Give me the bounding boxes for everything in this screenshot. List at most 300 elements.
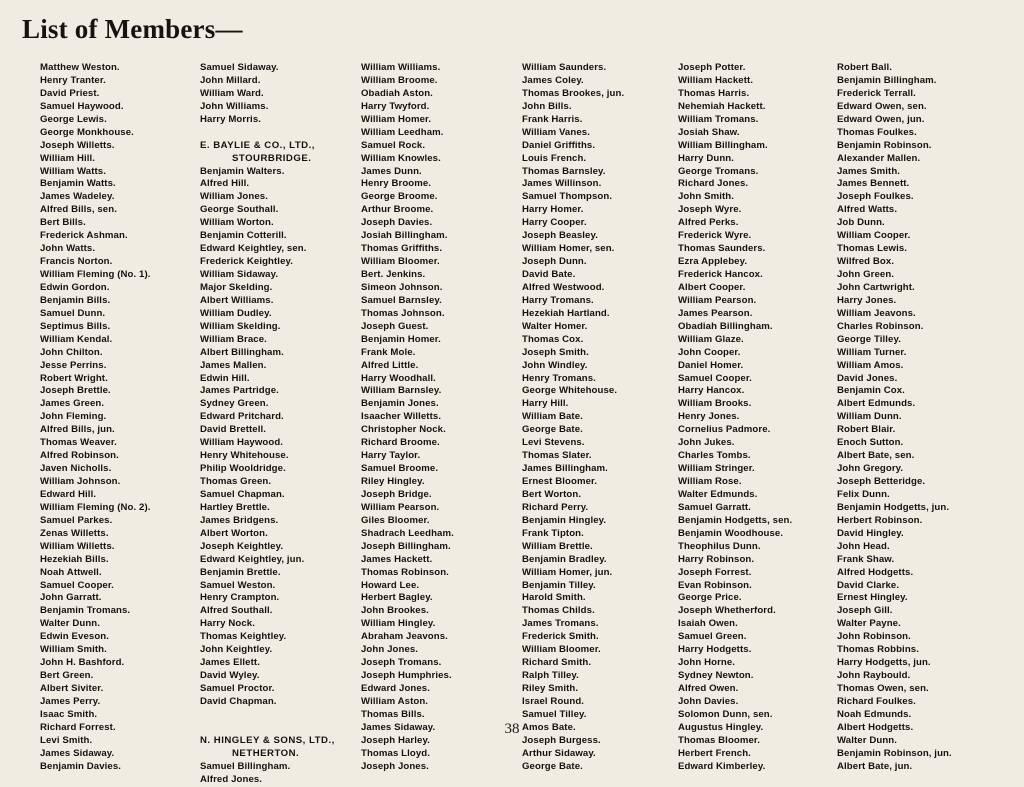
- member-name: Sydney Newton.: [678, 670, 754, 682]
- member-name: Thomas Bills.: [361, 708, 425, 720]
- member-name: Samuel Tilley.: [522, 708, 587, 720]
- member-name: John Jukes.: [678, 437, 735, 449]
- member-name: Hezekiah Bills.: [40, 553, 109, 565]
- member-name: Daniel Griffiths.: [522, 139, 596, 151]
- member-name: Albert Bate, sen.: [837, 450, 915, 462]
- member-name: Richard Broome.: [361, 437, 440, 449]
- member-name: Thomas Griffiths.: [361, 243, 443, 255]
- member-name: Obadiah Aston.: [361, 87, 433, 99]
- member-name: Alfred Robinson.: [40, 450, 119, 462]
- member-name: Noah Attwell.: [40, 566, 102, 578]
- member-name: Daniel Homer.: [678, 359, 744, 371]
- member-name: Isaacher Willetts.: [361, 411, 442, 423]
- member-name: William Ward.: [200, 87, 264, 99]
- member-name: George Whitehouse.: [522, 385, 618, 397]
- member-name: Ernest Bloomer.: [522, 476, 598, 487]
- member-name: Benjamin Cox.: [837, 385, 905, 397]
- member-name: Frank Shaw.: [837, 553, 895, 565]
- member-name: Theophilus Dunn.: [678, 540, 761, 552]
- member-name: Robert Blair.: [837, 424, 896, 436]
- member-name: Joseph Foulkes.: [837, 191, 914, 203]
- member-name: Samuel Thompson.: [522, 191, 613, 203]
- member-name: Albert Williams.: [200, 294, 274, 306]
- member-name: Thomas Weaver.: [40, 437, 117, 449]
- member-name: Walter Dunn.: [40, 618, 101, 630]
- member-name: David Chapman.: [200, 695, 277, 707]
- member-name: James Sidaway.: [40, 747, 115, 759]
- member-name: Bert Bills.: [40, 217, 86, 229]
- member-name: Giles Bloomer.: [361, 514, 430, 526]
- member-name: Richard Foulkes.: [837, 695, 916, 707]
- member-name: William Johnson.: [40, 476, 121, 487]
- member-name: Joseph Tromans.: [361, 657, 442, 669]
- member-name: Joseph Smith.: [522, 346, 589, 358]
- member-name: Harold Smith.: [522, 592, 586, 604]
- member-name: Obadiah Billingham.: [678, 320, 773, 332]
- member-name: David Jones.: [837, 372, 898, 384]
- member-name: Thomas Slater.: [522, 450, 592, 462]
- member-name: William Bloomer.: [361, 256, 440, 268]
- member-name: Thomas Robinson.: [361, 566, 449, 578]
- member-name: Thomas Foulkes.: [837, 126, 917, 138]
- member-name: Samuel Chapman.: [200, 488, 285, 500]
- member-name: Benjamin Tilley.: [522, 579, 596, 591]
- member-name: Harry Nock.: [200, 618, 255, 630]
- member-name: Ralph Tilley.: [522, 670, 579, 682]
- member-name: Amos Bate.: [522, 721, 576, 733]
- member-name: John Cooper.: [678, 346, 741, 358]
- member-name: Bert Worton.: [522, 488, 582, 500]
- member-name: Joseph Jones.: [361, 760, 429, 772]
- member-name: William Williams.: [361, 62, 441, 73]
- page-title: List of Members—: [22, 14, 243, 44]
- member-name: Enoch Sutton.: [837, 437, 904, 449]
- member-name: Harry Hodgetts, jun.: [837, 657, 931, 669]
- member-name: Benjamin Brettle.: [200, 566, 281, 578]
- member-name: James Coley.: [522, 74, 584, 86]
- member-name: Joseph Bridge.: [361, 488, 432, 500]
- member-column-4: [522, 62, 680, 774]
- member-name: Joseph Davies.: [361, 217, 433, 229]
- member-name: William Knowles.: [361, 152, 441, 164]
- member-name: William Homer.: [361, 113, 432, 125]
- member-name: James Hackett.: [361, 553, 433, 565]
- member-name: Isaiah Owen.: [678, 618, 738, 630]
- member-name: David Wyley.: [200, 670, 260, 682]
- member-name: John Keightley.: [200, 644, 273, 656]
- member-name: Samuel Proctor.: [200, 683, 275, 694]
- member-name: Richard Smith.: [522, 657, 592, 669]
- member-name: Thomas Keightley.: [200, 631, 287, 643]
- member-name: Walter Homer.: [522, 320, 588, 332]
- member-name: James Dunn.: [361, 165, 422, 177]
- member-name: Alfred Little.: [361, 359, 419, 371]
- member-name: Alfred Jones.: [200, 773, 263, 785]
- member-column-1: [40, 62, 198, 774]
- member-name: Sydney Green.: [200, 398, 269, 410]
- member-name: Matthew Weston.: [40, 62, 120, 73]
- member-name: John Garratt.: [40, 592, 102, 604]
- member-name: Edward Owen, jun.: [837, 113, 925, 125]
- member-name: Levi Smith.: [40, 734, 93, 746]
- member-name: William Jones.: [200, 191, 268, 203]
- member-name: Henry Jones.: [678, 411, 740, 423]
- spacer: [200, 709, 358, 722]
- member-name: Herbert Bagley.: [361, 592, 433, 604]
- member-name: Albert Siviter.: [40, 683, 104, 694]
- member-name: William Kendal.: [40, 333, 113, 345]
- member-name: Josiah Shaw.: [678, 126, 740, 138]
- member-name: Bert Green.: [40, 670, 94, 682]
- member-name: William Hingley.: [361, 618, 436, 630]
- member-name: Benjamin Jones.: [361, 398, 439, 410]
- member-name: James Green.: [40, 398, 105, 410]
- member-name: Joseph Brettle.: [40, 385, 111, 397]
- member-name: Ernest Hingley.: [837, 592, 908, 604]
- member-name: Major Skelding.: [200, 281, 273, 293]
- member-name: George Tilley.: [837, 333, 901, 345]
- member-name: Thomas Green.: [200, 476, 272, 487]
- member-name: Frank Tipton.: [522, 527, 584, 539]
- member-name: Nehemiah Hackett.: [678, 100, 766, 112]
- member-name: Samuel Green.: [678, 631, 747, 643]
- member-name: George Bate.: [522, 424, 583, 436]
- member-name: Thomas Barnsley.: [522, 165, 606, 177]
- member-name: John H. Bashford.: [40, 657, 125, 669]
- member-name: William Broome.: [361, 74, 438, 86]
- member-name: William Tromans.: [678, 113, 759, 125]
- member-name: Samuel Weston.: [200, 579, 276, 591]
- member-name: James Ellett.: [200, 657, 260, 669]
- member-name: Harry Woodhall.: [361, 372, 436, 384]
- member-name: Harry Hancox.: [678, 385, 745, 397]
- member-name: James Bridgens.: [200, 514, 279, 526]
- member-name: Frederick Smith.: [522, 631, 599, 643]
- member-name: Alfred Southall.: [200, 605, 273, 617]
- member-name: Hezekiah Hartland.: [522, 307, 610, 319]
- member-name: Harry Tromans.: [522, 294, 594, 306]
- member-name: William Glaze.: [678, 333, 744, 345]
- member-name: Albert Hodgetts.: [837, 721, 914, 733]
- member-column-2: [200, 62, 358, 787]
- member-name: Joseph Harley.: [361, 734, 430, 746]
- member-name: Frederick Keightley.: [200, 256, 293, 268]
- member-name: Richard Forrest.: [40, 721, 116, 733]
- member-name: Edward Keightley, jun.: [200, 553, 305, 565]
- member-name: Samuel Cooper.: [678, 372, 752, 384]
- member-name: William Dunn.: [837, 411, 902, 423]
- member-name: Edward Keightley, sen.: [200, 243, 307, 255]
- member-name: Thomas Johnson.: [361, 307, 445, 319]
- member-name: Zenas Willetts.: [40, 527, 109, 539]
- member-name: Frank Mole.: [361, 346, 416, 358]
- member-name: Edward Kimberley.: [678, 760, 766, 772]
- member-name: Philip Wooldridge.: [200, 463, 286, 475]
- member-name: Richard Perry.: [522, 501, 589, 513]
- member-name: Harry Cooper.: [522, 217, 587, 229]
- member-name: Ezra Applebey.: [678, 256, 748, 268]
- member-name: Joseph Billingham.: [361, 540, 451, 552]
- member-name: John Brookes.: [361, 605, 429, 617]
- member-name: Alexander Mallen.: [837, 152, 921, 164]
- member-name: Henry Crampton.: [200, 592, 280, 604]
- member-name: William Pearson.: [678, 294, 757, 306]
- member-name: William Watts.: [40, 165, 106, 177]
- member-name: Harry Hodgetts.: [678, 644, 752, 656]
- member-name: Jesse Perrins.: [40, 359, 107, 371]
- member-name: James Mallen.: [200, 359, 267, 371]
- firm-location: NETHERTON.: [232, 747, 300, 759]
- member-name: Herbert French.: [678, 747, 751, 759]
- member-name: John Head.: [837, 540, 890, 552]
- member-name: Edward Hill.: [40, 488, 97, 500]
- member-name: James Sidaway.: [361, 721, 436, 733]
- member-name: Benjamin Robinson.: [837, 139, 932, 151]
- member-name: George Broome.: [361, 191, 438, 203]
- member-name: Josiah Billingham.: [361, 230, 448, 242]
- member-name: John Williams.: [200, 100, 269, 112]
- member-name: Thomas Lloyd.: [361, 747, 430, 759]
- member-name: Harry Twyford.: [361, 100, 430, 112]
- member-column-3: [361, 62, 519, 774]
- member-name: Henry Whitehouse.: [200, 450, 289, 462]
- member-name: Richard Jones.: [678, 178, 749, 190]
- member-name: George Tromans.: [678, 165, 759, 177]
- member-name: William Billingham.: [678, 139, 768, 151]
- member-name: Benjamin Davies.: [40, 760, 122, 772]
- member-name: Louis French.: [522, 152, 587, 164]
- member-name: Edwin Eveson.: [40, 631, 110, 643]
- member-name: Robert Ball.: [837, 62, 893, 73]
- member-name: David Hingley.: [837, 527, 904, 539]
- member-name: William Vanes.: [522, 126, 590, 138]
- member-name: William Smith.: [40, 644, 107, 656]
- member-name: John Watts.: [40, 243, 96, 255]
- member-name: Francis Norton.: [40, 256, 113, 268]
- member-name: Job Dunn.: [837, 217, 885, 229]
- member-name: Albert Worton.: [200, 527, 268, 539]
- member-name: Solomon Dunn, sen.: [678, 708, 773, 720]
- firm-heading: N. HINGLEY & SONS, LTD.,: [200, 734, 335, 746]
- member-name: Joseph Whetherford.: [678, 605, 776, 617]
- member-name: William Brace.: [200, 333, 267, 345]
- member-name: Joseph Gill.: [837, 605, 893, 617]
- member-name: Benjamin Bradley.: [522, 553, 607, 565]
- firm-location: STOURBRIDGE.: [232, 152, 312, 164]
- member-name: William Jeavons.: [837, 307, 916, 319]
- member-name: Benjamin Woodhouse.: [678, 527, 784, 539]
- member-name: Simeon Johnson.: [361, 281, 443, 293]
- member-name: Samuel Broome.: [361, 463, 439, 475]
- member-name: Thomas Lewis.: [837, 243, 908, 255]
- member-name: David Brettell.: [200, 424, 267, 436]
- member-name: George Monkhouse.: [40, 126, 134, 138]
- member-name: Joseph Willetts.: [40, 139, 115, 151]
- member-name: Noah Edmunds.: [837, 708, 912, 720]
- member-name: Joseph Beasley.: [522, 230, 598, 242]
- member-name: Samuel Sidaway.: [200, 62, 279, 73]
- member-name: Thomas Robbins.: [837, 644, 919, 656]
- member-name: Thomas Childs.: [522, 605, 595, 617]
- member-name: Harry Morris.: [200, 113, 262, 125]
- member-name: James Wadeley.: [40, 191, 115, 203]
- member-name: David Bate.: [522, 269, 576, 280]
- member-name: Joseph Wyre.: [678, 204, 742, 216]
- member-name: Septimus Bills.: [40, 320, 111, 332]
- firm-heading: E. BAYLIE & CO., LTD.,: [200, 139, 315, 151]
- member-name: Samuel Haywood.: [40, 100, 124, 112]
- member-name: Charles Tombs.: [678, 450, 751, 462]
- member-name: George Price.: [678, 592, 742, 604]
- member-name: John Cartwright.: [837, 281, 915, 293]
- member-name: Evan Robinson.: [678, 579, 752, 591]
- member-name: Edward Pritchard.: [200, 411, 284, 423]
- member-name: James Tromans.: [522, 618, 599, 630]
- member-name: William Leedham.: [361, 126, 444, 138]
- member-name: William Bate.: [522, 411, 583, 423]
- member-name: Benjamin Cotterill.: [200, 230, 287, 242]
- member-name: Walter Dunn.: [837, 734, 898, 746]
- member-name: Samuel Garratt.: [678, 501, 751, 513]
- member-name: George Lewis.: [40, 113, 107, 125]
- member-name: Harry Dunn.: [678, 152, 735, 164]
- member-name: Levi Stevens.: [522, 437, 585, 449]
- member-name: John Fleming.: [40, 411, 107, 423]
- member-name: William Hackett.: [678, 74, 754, 86]
- member-name: David Priest.: [40, 87, 100, 99]
- member-name: John Gregory.: [837, 463, 904, 475]
- member-name: James Billingham.: [522, 463, 608, 475]
- member-name: John Robinson.: [837, 631, 911, 643]
- member-name: Henry Broome.: [361, 178, 432, 190]
- member-name: Thomas Bloomer.: [678, 734, 760, 746]
- member-name: Harry Jones.: [837, 294, 897, 306]
- member-name: Thomas Owen, sen.: [837, 683, 929, 694]
- member-name: William Rose.: [678, 476, 742, 487]
- member-name: Joseph Keightley.: [200, 540, 284, 552]
- member-name: Albert Edmunds.: [837, 398, 916, 410]
- member-name: William Fleming (No. 2).: [40, 501, 151, 513]
- member-name: Benjamin Watts.: [40, 178, 116, 190]
- member-name: Harry Homer.: [522, 204, 584, 216]
- member-name: Benjamin Tromans.: [40, 605, 131, 617]
- member-name: Samuel Billingham.: [200, 760, 291, 772]
- member-name: John Millard.: [200, 74, 261, 86]
- member-name: Augustus Hingley.: [678, 721, 764, 733]
- member-name: David Clarke.: [837, 579, 900, 591]
- page-number: 38: [504, 721, 520, 737]
- member-name: Joseph Potter.: [678, 62, 746, 73]
- member-name: John Bills.: [522, 100, 572, 112]
- member-name: Alfred Owen.: [678, 683, 739, 694]
- member-name: Benjamin Robinson, jun.: [837, 747, 952, 759]
- member-name: Harry Hill.: [522, 398, 569, 410]
- member-name: Thomas Brookes, jun.: [522, 87, 625, 99]
- member-name: William Brooks.: [678, 398, 752, 410]
- member-name: Christopher Nock.: [361, 424, 446, 436]
- member-name: John Davies.: [678, 695, 739, 707]
- member-name: Frederick Terrall.: [837, 87, 916, 99]
- member-column-5: [678, 62, 836, 774]
- member-name: Joseph Humphries.: [361, 670, 452, 682]
- member-name: Benjamin Hingley.: [522, 514, 607, 526]
- member-name: William Skelding.: [200, 320, 281, 332]
- member-name: William Stringer.: [678, 463, 755, 475]
- member-name: William Saunders.: [522, 62, 607, 73]
- member-name: Frederick Wyre.: [678, 230, 752, 242]
- member-name: John Windley.: [522, 359, 588, 371]
- member-name: Samuel Barnsley.: [361, 294, 442, 306]
- member-name: Samuel Rock.: [361, 139, 426, 151]
- member-name: Herbert Robinson.: [837, 514, 923, 526]
- member-name: William Pearson.: [361, 501, 440, 513]
- member-name: Thomas Saunders.: [678, 243, 766, 255]
- member-name: Joseph Guest.: [361, 320, 429, 332]
- member-name: Joseph Burgess.: [522, 734, 601, 746]
- member-name: Albert Cooper.: [678, 281, 746, 293]
- member-name: Benjamin Hodgetts, jun.: [837, 501, 950, 513]
- member-name: William Worton.: [200, 217, 274, 229]
- member-name: John Chilton.: [40, 346, 103, 358]
- member-name: Frederick Ashman.: [40, 230, 128, 242]
- member-name: William Haywood.: [200, 437, 284, 449]
- member-name: Alfred Bills, jun.: [40, 424, 115, 436]
- member-name: William Sidaway.: [200, 269, 279, 280]
- member-name: Howard Lee.: [361, 579, 420, 591]
- member-name: William Brettle.: [522, 540, 593, 552]
- member-name: Arthur Broome.: [361, 204, 434, 216]
- member-name: John Horne.: [678, 657, 736, 669]
- member-name: Harry Taylor.: [361, 450, 421, 462]
- member-name: Felix Dunn.: [837, 488, 890, 500]
- member-name: Samuel Cooper.: [40, 579, 114, 591]
- member-name: Shadrach Leedham.: [361, 527, 454, 539]
- member-name: Alfred Watts.: [837, 204, 898, 216]
- member-name: Alfred Perks.: [678, 217, 739, 229]
- member-name: Benjamin Walters.: [200, 165, 285, 177]
- member-name: James Pearson.: [678, 307, 753, 319]
- member-name: Henry Tranter.: [40, 74, 106, 86]
- member-name: Alfred Hodgetts.: [837, 566, 914, 578]
- member-name: Harry Robinson.: [678, 553, 755, 565]
- member-name: Edwin Hill.: [200, 372, 250, 384]
- member-name: Alfred Bills, sen.: [40, 204, 117, 216]
- member-name: Wilfred Box.: [837, 256, 895, 268]
- member-name: William Turner.: [837, 346, 907, 358]
- member-name: Benjamin Homer.: [361, 333, 441, 345]
- member-column-6: [837, 62, 995, 774]
- member-name: James Smith.: [837, 165, 901, 177]
- member-name: Edward Jones.: [361, 683, 431, 694]
- member-name: William Fleming (No. 1).: [40, 269, 151, 280]
- member-name: John Jones.: [361, 644, 419, 656]
- member-name: William Homer, jun.: [522, 566, 613, 578]
- member-name: William Willetts.: [40, 540, 115, 552]
- member-name: Arthur Sidaway.: [522, 747, 596, 759]
- member-name: Alfred Hill.: [200, 178, 250, 190]
- spacer: [200, 127, 358, 140]
- member-name: Albert Billingham.: [200, 346, 284, 358]
- member-name: Thomas Cox.: [522, 333, 584, 345]
- member-name: Isaac Smith.: [40, 708, 98, 720]
- member-name: Frederick Hancox.: [678, 269, 763, 280]
- member-name: William Hill.: [40, 152, 96, 164]
- member-name: James Perry.: [40, 695, 101, 707]
- member-name: Frank Harris.: [522, 113, 583, 125]
- member-name: Walter Payne.: [837, 618, 901, 630]
- member-name: Albert Bate, jun.: [837, 760, 913, 772]
- member-name: Samuel Parkes.: [40, 514, 113, 526]
